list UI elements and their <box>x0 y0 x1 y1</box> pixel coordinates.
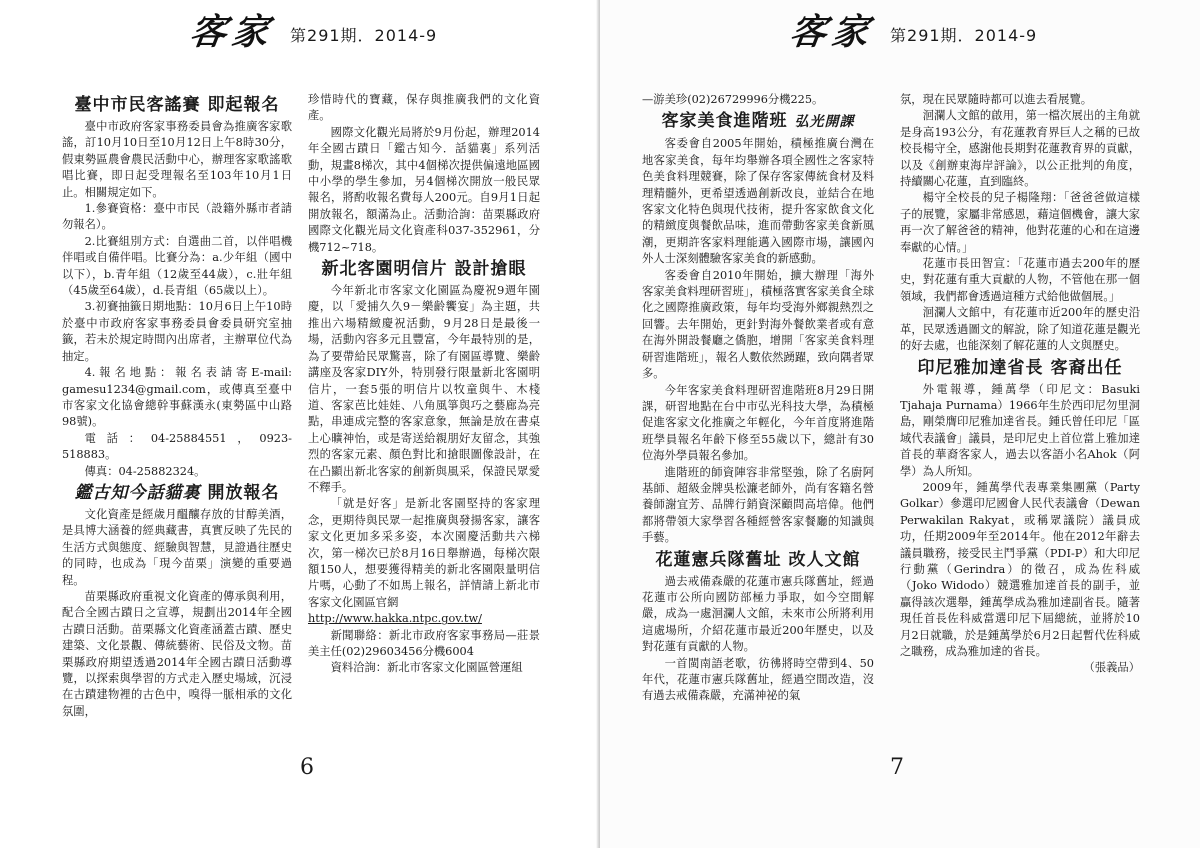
paragraph: 4.報名地點：報名表請寄E-mail: gamesu1234@gmail.com，或傳真至臺中市客家文化協會總幹事蘇漢永(東勢區中山路98號)。 <box>62 366 292 429</box>
paragraph: 文化資產是經歲月醞釀存放的甘醇美酒，是具博大涵養的經典藏書，真實反映了先民的生活方式與態度、經驗與智慧，見證過往歷史的同時，也成為「現今苗栗」演變的重要過程。 <box>62 507 292 587</box>
paragraph: 客委會自2005年開始，積極推廣台灣在地客家美食，每年均舉辦各項全國性之客家特色美食料理競賽，除了保存客家傳統食材及料理精髓外，更希望透過創新改良，並結合在地客家文化特色與現代技術，提升客家飲食文化的精緻度與餐飲品味，進而帶動客家美食新風潮，更期許客家料理能邁入國際市場，讓國內外人士深刻體驗客家美食的新感動。 <box>642 137 874 266</box>
phone-line: 電話：04-25884551，0923-518883。 <box>62 431 292 462</box>
masthead-logo: 客家 <box>187 11 277 53</box>
paragraph: 洄瀾人文館的啟用，第一檔次展出的主角就是身高193公分，有花蓮教育界巨人之稱的已故校長楊守全，感謝他長期對花蓮教育界的貢獻，以及《創辦東海岸評論》，以公正批判的角度，持續關心花蓮，直到臨終。 <box>900 109 1140 189</box>
article-title: 新北客園明信片 設計搶眼 <box>321 259 527 280</box>
paragraph: 2009年，鍾萬學代表專業集團黨（Party Golkar）參選印尼國會人民代表議會（Dewan Perwakilan Rakyat，或稱眾議院）議員成功，任期2009年至2014年。他在2012年辭去議員職務，接受民主鬥爭黨（PDI-P）和大印尼行動黨（Gerindra）的徵召，成為佐科威（Joko Widodo）競選雅加達首長的副手，並贏得該次選舉，鍾萬學成為雅加達副省長。隨著現任首長佐科威當選印尼下屆總統，並將於10月2日就職，於是鍾萬學於6月2日起暫代佐科威之職務，成為雅加達的省長。 <box>900 480 1140 658</box>
column-left-2 <box>308 92 540 677</box>
masthead-logo: 客家 <box>787 11 877 53</box>
column-right-2 <box>900 92 1140 677</box>
article-title <box>642 110 874 133</box>
title-calligraphy: 弘光開課 <box>794 114 855 131</box>
paragraph: 臺中市政府客家事務委員會為推廣客家歌謠，訂10月10日至10月12日上午8時30分，假東勢區農會農民活動中心，辦理客家歌謠歌唱比賽，即日起受理報名至103年10月1日止。相關規定如下。 <box>62 120 292 199</box>
title-main: 客家美食進階班 <box>661 111 788 132</box>
page-number: 6 <box>300 755 314 780</box>
column-left-1 <box>62 92 292 720</box>
paragraph: 進階班的師資陣容非常堅強，除了名廚阿基師、超級金牌吳松濂老師外，尚有客籍名營養師謝宜芳、品牌行銷資深顧問高培偉。他們都將帶領大家學習各種經營客家餐廳的知識與手藝。 <box>642 465 874 545</box>
paragraph: 今年新北市客家文化園區為慶祝9週年園慶，以「愛捕久久9－樂齡饗宴」為主題，共推出六場精緻慶祝活動，9月28日是最後一場，活動內容多元且豐富，今年最特別的是，為了要帶給民眾驚喜，除了有園區導覽、樂齡講座及客家DIY外，特別發行限量新北客園明信片，一套5張的明信片以牧童與牛、木棧道、客家芭比娃娃、八角風箏與巧之藝廊為亮點，串連成完整的客家意象，無論是放在書桌上心曠神怡，或是寄送給親朋好友留念，其強烈的客家元素、顏色對比和搶眼圖像設計，在在凸顯出新北客家的創新與風采，保證民眾愛不釋手。 <box>308 284 540 494</box>
title-calligraphy: 鑑古知今話貓裏 <box>74 482 201 503</box>
paragraph: 3.初賽抽籤日期地點：10月6日上午10時於臺中市政府客家事務委員會委員研究室抽籤，若未於規定時間內出席者，主辦單位代為抽定。 <box>62 300 292 363</box>
issue-label: 第291期．2014-9 <box>890 26 1038 45</box>
paragraph: 花蓮市長田智宣：「花蓮市過去200年的歷史，對花蓮有重大貢獻的人物，不管他在那一個領域，我們都會透過這種方式給他做個展。」 <box>900 257 1140 303</box>
article-title: 臺中市民客謠賽 即起報名 <box>74 95 280 115</box>
paragraph: 國際文化觀光局將於9月份起，辦理2014年全國古蹟日「鑑古知今．話貓裏」系列活動，規畫8梯次，其中4個梯次提供偏遠地區國中小學的學生參加，另4個梯次開放一般民眾報名，將酌收報名費每人200元。自9月1日起開放報名，額滿為止。活動洽詢：苗栗縣政府國際文化觀光局文化資產科037-352961，分機712~718。 <box>308 125 540 254</box>
paragraph: 氛，現在民眾隨時都可以進去看展覽。 <box>900 93 1093 106</box>
title-rest: 開放報名 <box>207 482 280 503</box>
page-number: 7 <box>890 755 904 780</box>
paragraph: 「就是好客」是新北客園堅持的客家理念，更期待與民眾一起推廣與發揚客家，讓客家文化更加多采多姿，本次園慶活動共六梯次，第一梯次已於8月16日舉辦過，每梯次限額150人，想要獲得精美的新北客園限量明信片嗎，心動了不如馬上報名，詳情請上新北市客家文化園區官網 <box>308 497 540 609</box>
paragraph: 客委會自2010年開始，擴大辦理「海外客家美食料理研習班」，積極落實客家美食全球化之國際推廣政策，每年均受海外鄉親熱烈之回響。去年開始，更針對海外餐飲業者或有意在海外開設餐廳之僑胞，增開「客家美食料理研習進階班」，報名人數依然踴躍，致向隅者眾多。 <box>642 268 874 381</box>
contact-line: 資料洽詢：新北市客家文化園區營運組 <box>330 661 523 675</box>
author-signature: （張義品） <box>1083 661 1140 675</box>
paragraph: 苗栗縣政府重視文化資產的傳承與利用，配合全國古蹟日之宣導，規劃出2014年全國古蹟日活動。苗栗縣文化資產涵蓋古蹟、歷史建築、文化景觀、傳統藝術、民俗及文物。苗栗縣政府期望透過2014年全國古蹟日活動導覽，以探索與學習的方式走入歷史場域，沉浸在古蹟建物裡的古色中，嗅得一脈相承的文化氛圍， <box>62 589 292 718</box>
paragraph: 2.比賽組別方式：自選曲二首，以伴唱機伴唱或自備伴唱。比賽分為：a.少年組（國中以下），b.青年組（12歲至44歲），c.壯年組（45歲至64歲），d.長青組（65歲以上）。 <box>62 234 292 298</box>
paragraph: —游美珍(02)26729996分機225。 <box>642 93 824 106</box>
website-link[interactable]: http://www.hakka.ntpc.gov.tw/ <box>308 612 482 626</box>
contact-line: 新聞聯絡：新北市政府客家事務局—莊景美主任(02)29603456分機6004 <box>308 628 540 658</box>
page-7 <box>600 0 1200 848</box>
issue-label: 第291期．2014-9 <box>290 26 438 45</box>
paragraph: 楊守全校長的兒子楊隆翔：「爸爸爸做這樣子的展覽，家屬非常感恩，藉這個機會，讓大家再一次了解爸爸的精神，他對花蓮的心和在這邊奉獻的心情。」 <box>900 191 1140 254</box>
paragraph: 1.參賽資格：臺中市民（設籍外縣市者請勿報名）。 <box>62 202 292 232</box>
page-header <box>787 11 1038 53</box>
fax-line: 傳真：04-25882324。 <box>84 464 206 478</box>
paragraph: 外電報導，鍾萬學（印尼文：Basuki Tjahaja Purnama）1966年生於西印尼勿里洞島，剛榮膺印尼雅加達省長。鍾氏曾任印尼「區域代表議會」議員，是印尼史上首位當上雅加達首長的華裔客家人，過去以客語小名Ahok（阿學）為人所知。 <box>900 382 1140 478</box>
article-title: 印尼雅加達省長 客裔出任 <box>917 357 1123 378</box>
column-right-1 <box>642 92 874 705</box>
article-title: 花蓮憲兵隊舊址 改人文館 <box>655 549 861 570</box>
page-header <box>187 11 438 53</box>
paragraph: 今年客家美食料理研習進階班8月29日開課，研習地點在台中市弘光科技大學，為積極促進客家文化推廣之年輕化，今年首度將進階班學員報名年齡下修至55歲以下，總計有30位海外學員報名參加。 <box>642 383 874 463</box>
paragraph: 一首閩南語老歌，彷彿將時空帶到4、50年代，花蓮市憲兵隊舊址，經過空間改造，沒有過去戒備森嚴，充滿神祕的氣 <box>642 656 874 703</box>
paragraph: 珍惜時代的寶藏，保存與推廣我們的文化資產。 <box>308 93 540 123</box>
paragraph: 過去戒備森嚴的花蓮市憲兵隊舊址，經過花蓮市公所向國防部極力爭取，如今空間解嚴，成為一處洄瀾人文館，未來市公所將利用這處場所，介紹花蓮市最近200年歷史，以及對花蓮有貢獻的人物。 <box>642 574 874 654</box>
article-title <box>62 482 292 504</box>
paragraph: 洄瀾人文館中，有花蓮市近200年的歷史沿革，民眾透過圖文的解說，除了知道花蓮是觀光的好去處，也能深刻了解花蓮的人文與歷史。 <box>900 306 1140 353</box>
